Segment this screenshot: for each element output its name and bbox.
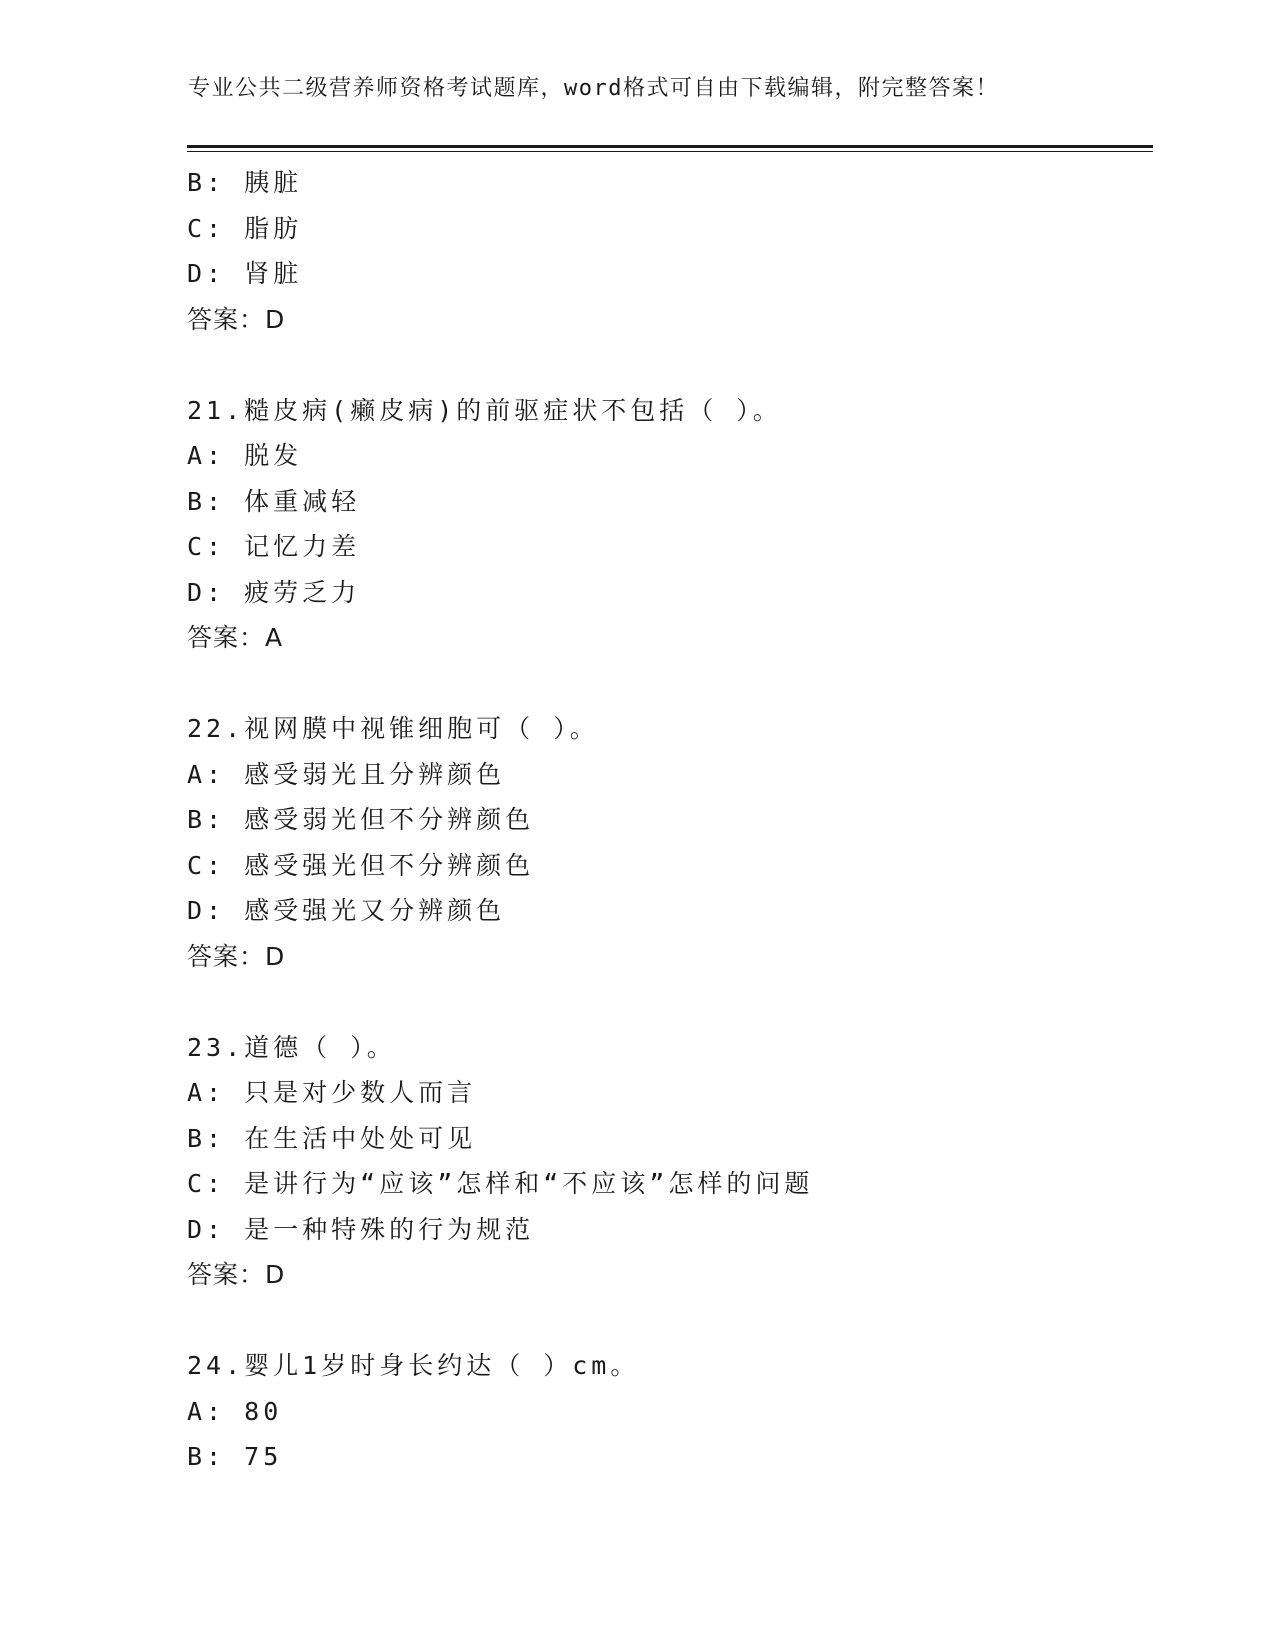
answer-line: 答案：D [187,1260,286,1289]
answer-line: 答案：D [187,304,286,334]
spacer [187,1298,1153,1344]
question-content [187,160,1153,1480]
option-line: B: 在生活中处处可见 [187,1123,477,1153]
answer-line: 答案：A [187,623,284,652]
spacer [187,342,1153,388]
option-line: C: 是讲行为“应该”怎样和“不应该”怎样的问题 [187,1169,814,1198]
header-rule-thick [187,145,1153,148]
page-header-title: 专业公共二级营养师资格考试题库，word格式可自由下载编辑，附完整答案！ [188,76,999,101]
question-21: 21.糙皮病(癞皮病)的前驱症状不包括（ ）。 [187,395,782,425]
option-line: D: 疲劳乏力 [187,577,361,607]
question-22: 22.视网膜中视锥细胞可（ ）。 [187,714,599,743]
option-line: D: 肾脏 [187,259,303,288]
option-line: B: 体重减轻 [187,486,361,516]
option-line: A: 80 [187,1396,283,1426]
option-line: D: 感受强光又分辨颜色 [187,896,506,925]
option-line: D: 是一种特殊的行为规范 [187,1214,535,1244]
option-line: B: 胰脏 [187,168,303,197]
option-line: A: 只是对少数人而言 [187,1078,477,1107]
option-line: B: 75 [187,1442,283,1471]
spacer [187,661,1153,707]
header-rule-thin [187,151,1153,152]
option-line: A: 感受弱光且分辨颜色 [187,759,506,789]
option-line: A: 脱发 [187,441,303,470]
spacer [187,979,1153,1025]
option-line: C: 记忆力差 [187,532,361,561]
option-line: B: 感受弱光但不分辨颜色 [187,805,535,834]
question-23: 23.道德（ ）。 [187,1032,396,1062]
option-line: C: 感受强光但不分辨颜色 [187,850,535,880]
answer-line: 答案：D [187,941,286,971]
option-line: C: 脂肪 [187,213,303,243]
question-24: 24.婴儿1岁时身长约达（ ）cm。 [187,1351,640,1380]
